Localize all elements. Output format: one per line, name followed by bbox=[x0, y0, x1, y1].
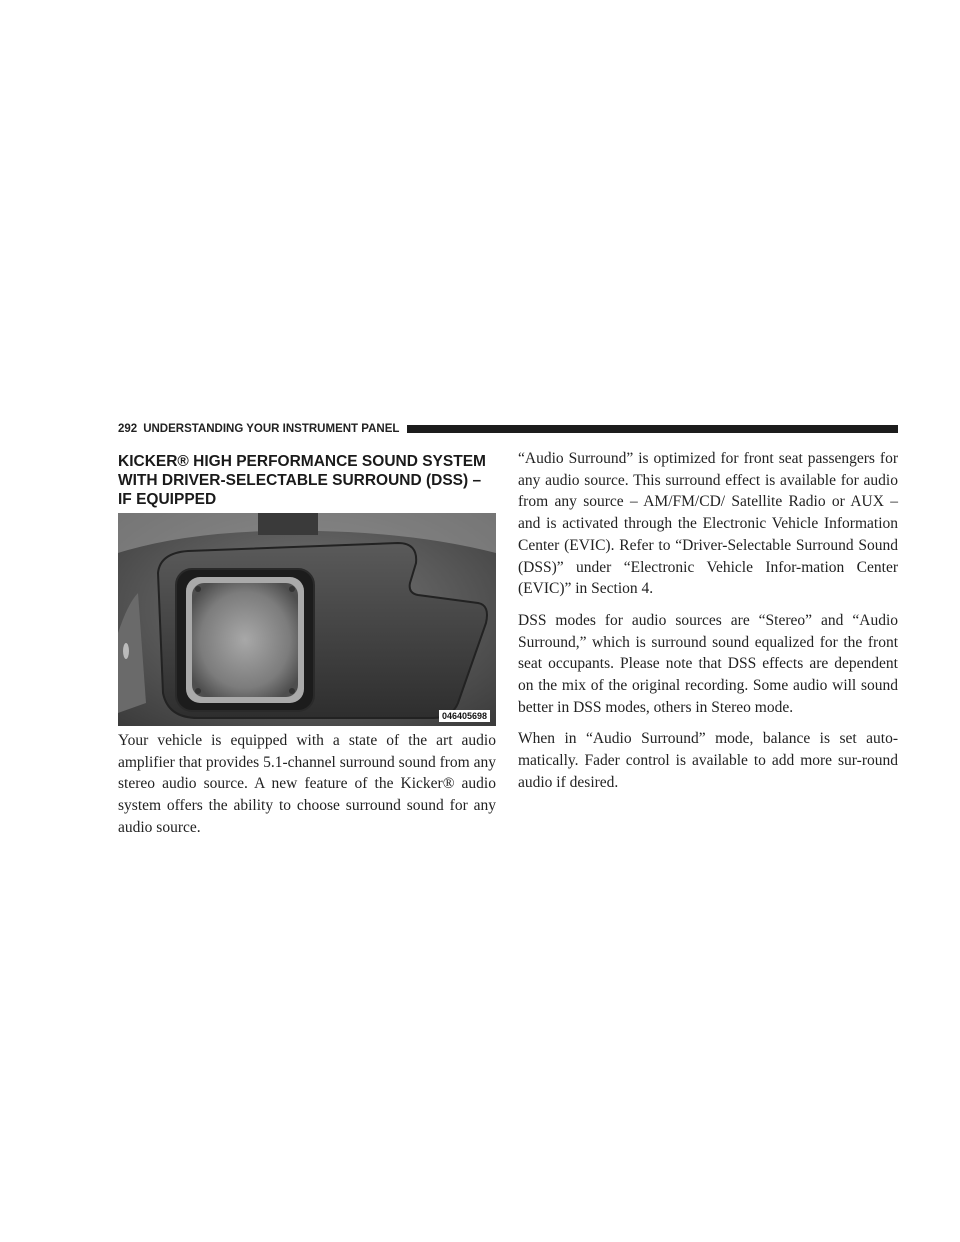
right-column bbox=[518, 448, 898, 804]
paragraph: DSS modes for audio sources are “Stereo” and “Audio Surround,” which is surround sound equalized for the front seat occupants. Please note that DSS effects are dependent on the mix of the original recording. Some audio will sound better in DSS modes, others in Stereo mode. bbox=[518, 611, 898, 716]
paragraph: When in “Audio Surround” mode, balance is set auto-matically. Fader control is available to add more sur-round audio if desired. bbox=[518, 730, 898, 791]
page-number: 292 bbox=[118, 423, 138, 435]
paragraph: Your vehicle is equipped with a state of the art audio amplifier that provides 5.1-channel surround sound from any stereo audio source. A new feature of the Kicker® audio system offers the ability to choose surround sound for any audio source. bbox=[118, 732, 496, 836]
section-title: UNDERSTANDING YOUR INSTRUMENT PANEL bbox=[143, 423, 400, 435]
header-rule bbox=[407, 425, 898, 433]
subwoofer-photo bbox=[118, 513, 496, 726]
section-heading: KICKER® HIGH PERFORMANCE SOUND SYSTEM WITH DRIVER-SELECTABLE SURROUND (DSS) – IF EQUIPPED bbox=[118, 453, 486, 508]
page-header bbox=[118, 422, 898, 436]
paragraph: “Audio Surround” is optimized for front seat passengers for any audio source. This surround effect is available for audio from any source – AM/FM/CD/ Satellite Radio or AUX – and is activated through the Electronic Vehicle Information Center (EVIC). Refer to “Driver-Selectable Surround Sound (DSS)” under “Electronic Vehicle Infor-mation Center (EVIC)” in Section 4. bbox=[518, 450, 898, 598]
left-column bbox=[118, 730, 496, 849]
figure-code: 046405698 bbox=[439, 710, 490, 722]
subwoofer-illustration bbox=[118, 513, 496, 726]
